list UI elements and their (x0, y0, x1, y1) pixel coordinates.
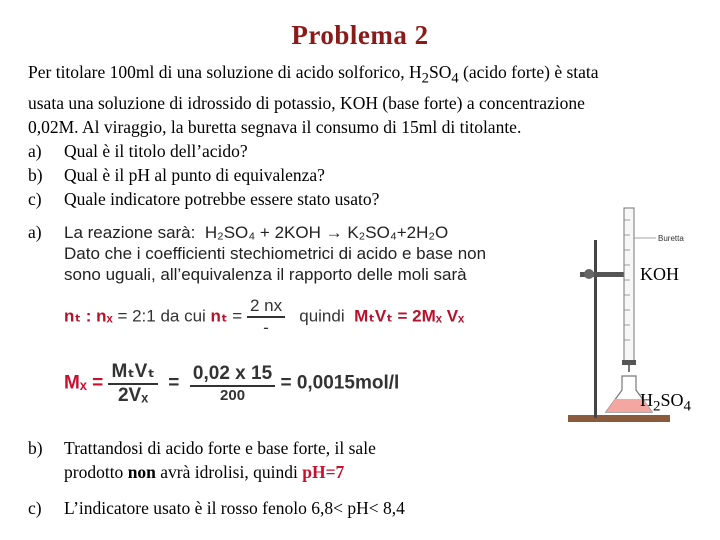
intro-line-2: usata una soluzione di idrossido di potassio, KOH (base forte) a concentrazione (28, 92, 585, 113)
stand-base (568, 415, 670, 422)
answer-b-label: b) (28, 438, 43, 458)
page-title: Problema 2 (291, 20, 429, 50)
answer-a-label: a) (28, 222, 42, 242)
formula-fraction-symbolic: $\frac{\text{MₜVₜ}}{\text{2Vₓ}}$ (108, 360, 157, 407)
intro-line-3: 0,02M. Al viraggio, la buretta segnava il consumo di 15ml di titolante. (28, 116, 522, 137)
burette-stopcock (622, 360, 636, 365)
answer-a-line-2: Dato che i coefficienti stechiometrici di acido e base non (64, 244, 487, 263)
koh-label: KOH (640, 264, 679, 284)
concentration-formula: Mₓ = $\frac{\text{MₜVₜ}}{\text{2Vₓ}}$ = $\frac{0,02 x 15}{200}$ = 0,0015mol/l (64, 361, 400, 406)
stand-rod (594, 240, 597, 418)
formula-fraction-numeric: $\frac{0,02 x 15}{200}$ (190, 363, 275, 404)
h2so4-label: $H_2SO_4$ (640, 390, 692, 415)
question-c: c) Quale indicatore potrebbe essere stato usato? (28, 188, 380, 209)
clamp-knob (584, 269, 594, 279)
ratio-fraction: $\frac{2 nx}{-}$ (247, 296, 285, 338)
answer-c-text: L’indicatore usato è il rosso fenolo 6,8< pH< 8,4 (64, 498, 405, 518)
answer-a-line-3: sono uguali, all’equivalenza il rapporto delle moli sarà (64, 265, 467, 284)
problem-text (28, 60, 698, 211)
answer-b-line-2: prodotto non avrà idrolisi, quindi pH=7 (64, 462, 345, 482)
answer-b (28, 436, 376, 484)
burette-label: Buretta (658, 234, 684, 243)
answer-a-reaction (64, 222, 534, 285)
answer-b-line-1: Trattandosi di acido forte e base forte, il sale (64, 438, 376, 458)
question-b: b) Qual è il pH al punto di equivalenza? (28, 164, 325, 185)
intro-line-1: Per titolare 100ml di una soluzione di acido solforico, $H_2SO_4$ (acido forte) è stata (28, 62, 599, 87)
mole-ratio: nₜ : nₓ = 2:1 da cui nₜ = $\frac{2 nx}{-}$ quindi MₜVₜ = 2Mₓ Vₓ (64, 296, 465, 337)
reaction-line: La reazione sarà: H₂SO₄ + 2KOH → K₂SO₄+2H₂O (64, 223, 449, 242)
question-a: a) Qual è il titolo dell’acido? (28, 140, 248, 161)
answer-c (28, 498, 405, 519)
answer-c-label: c) (28, 498, 42, 518)
